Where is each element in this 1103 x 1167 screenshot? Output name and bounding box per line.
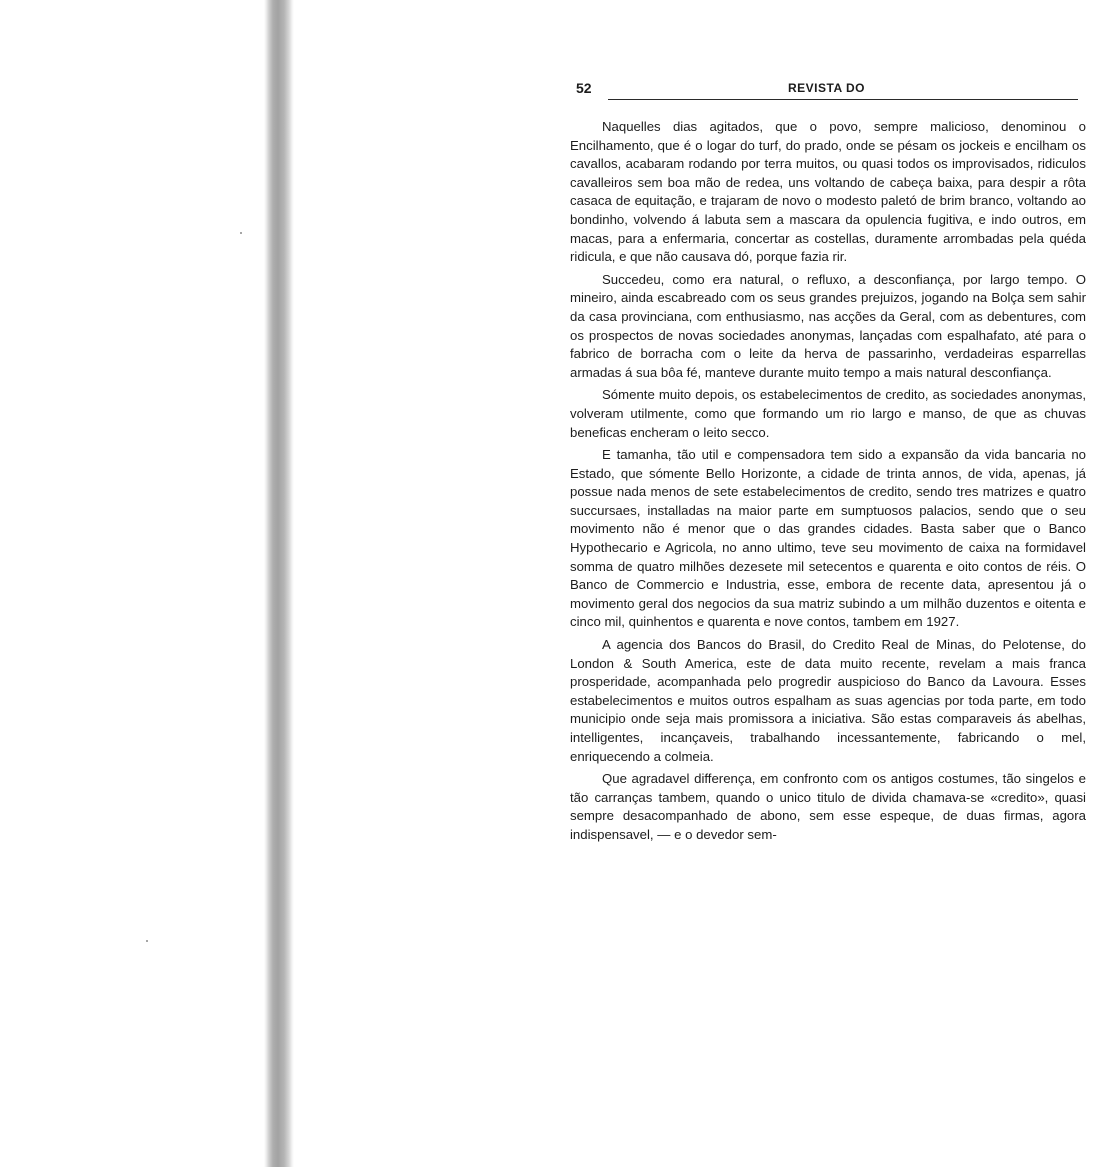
book-gutter bbox=[264, 0, 294, 1167]
paragraph: A agencia dos Bancos do Brasil, do Credito Real de Minas, do Pelotense, do London & South America, este de data muito recente, revelam a mais franca prosperidade, acompanhada pelo progredir auspicioso do Banco da Lavoura. Esses estabelecimentos e muitos outros espalham as suas agencias por toda parte, em todo municipio onde seja mais promissora a iniciativa. São estas comparaveis ás abelhas, intelligentes, incançaveis, trabalhando incessantemente, fabricando o mel, enriquecendo a colmeia. bbox=[570, 637, 1086, 764]
scan-speck bbox=[146, 940, 148, 942]
paragraph: Naquelles dias agitados, que o povo, sempre malicioso, denominou o Encilhamento, que é o logar do turf, do prado, onde se pésam os jockeis e encilham os cavallos, acabaram rodando por terra muitos, ou quasi todos os improvisados, ridiculos cavalleiros sem boa mão de redea, uns voltando de cabeça baixa, para despir a rôta casaca de equitação, e trajaram de novo o modesto paletó de brim branco, voltando ao bondinho, volvendo á labuta sem a mascara da opulencia fugitiva, e indo outros, em macas, para a enfermaria, concertar as costellas, duramente arrombadas pela quéda ridicula, e que não causava dó, porque fazia rir. bbox=[570, 119, 1086, 265]
paragraph: Que agradavel differença, em confronto com os antigos costumes, tão singelos e tão carranças tambem, quando o unico titulo de divida chamava-se «credito», quasi sempre desacompanhado de abono, sem esse espeque, de duas firmas, agora indispensavel, — e o devedor sem- bbox=[570, 771, 1086, 842]
paragraph: Sómente muito depois, os estabelecimentos de credito, as sociedades anonymas, volveram utilmente, como que formando um rio largo e manso, de que as chuvas beneficas encheram o leito secco. bbox=[570, 387, 1086, 440]
running-header bbox=[568, 80, 1088, 104]
paragraph: Succedeu, como era natural, o refluxo, a desconfiança, por largo tempo. O mineiro, ainda escabreado com os seus grandes prejuizos, jogando na Bolça sem sahir da casa provinciana, com enthusiasmo, nas acções da Geral, com as debentures, com os prospectos de novas sociedades anonymas, lançadas com espalhafato, até para o fabrico de borracha com o leite da herva de passarinho, verdadeiras esparrellas armadas á sua bôa fé, manteve durante muito tempo a mais natural desconfiança. bbox=[570, 271, 1086, 380]
header-rule bbox=[608, 99, 1078, 100]
page-number: 52 bbox=[576, 80, 592, 96]
body-text bbox=[568, 118, 1088, 845]
running-title: REVISTA DO bbox=[788, 81, 866, 95]
scan-speck bbox=[240, 232, 242, 234]
paragraph: E tamanha, tão util e compensadora tem sido a expansão da vida bancaria no Estado, que sómente Bello Horizonte, a cidade de trinta annos, de vida, apenas, já possue nada menos de sete estabelecimentos de credito, sendo tres matrizes e quatro succursaes, installadas na maior parte em sumptuosos palacios, sendo que o seu movimento não é menor que o das grandes cidades. Basta saber que o Banco Hypothecario e Agricola, no anno ultimo, teve seu movimento de caixa na formidavel somma de quatro milhões dezesete mil setecentos e quarenta e oito contos de réis. O Banco de Commercio e Industria, esse, embora de recente data, apresentou já o movimento geral dos negocios da sua matriz subindo a um milhão duzentos e oitenta e cinco mil, quinhentos e quarenta e nove contos, tambem em 1927. bbox=[570, 447, 1086, 630]
book-page bbox=[568, 80, 1088, 849]
